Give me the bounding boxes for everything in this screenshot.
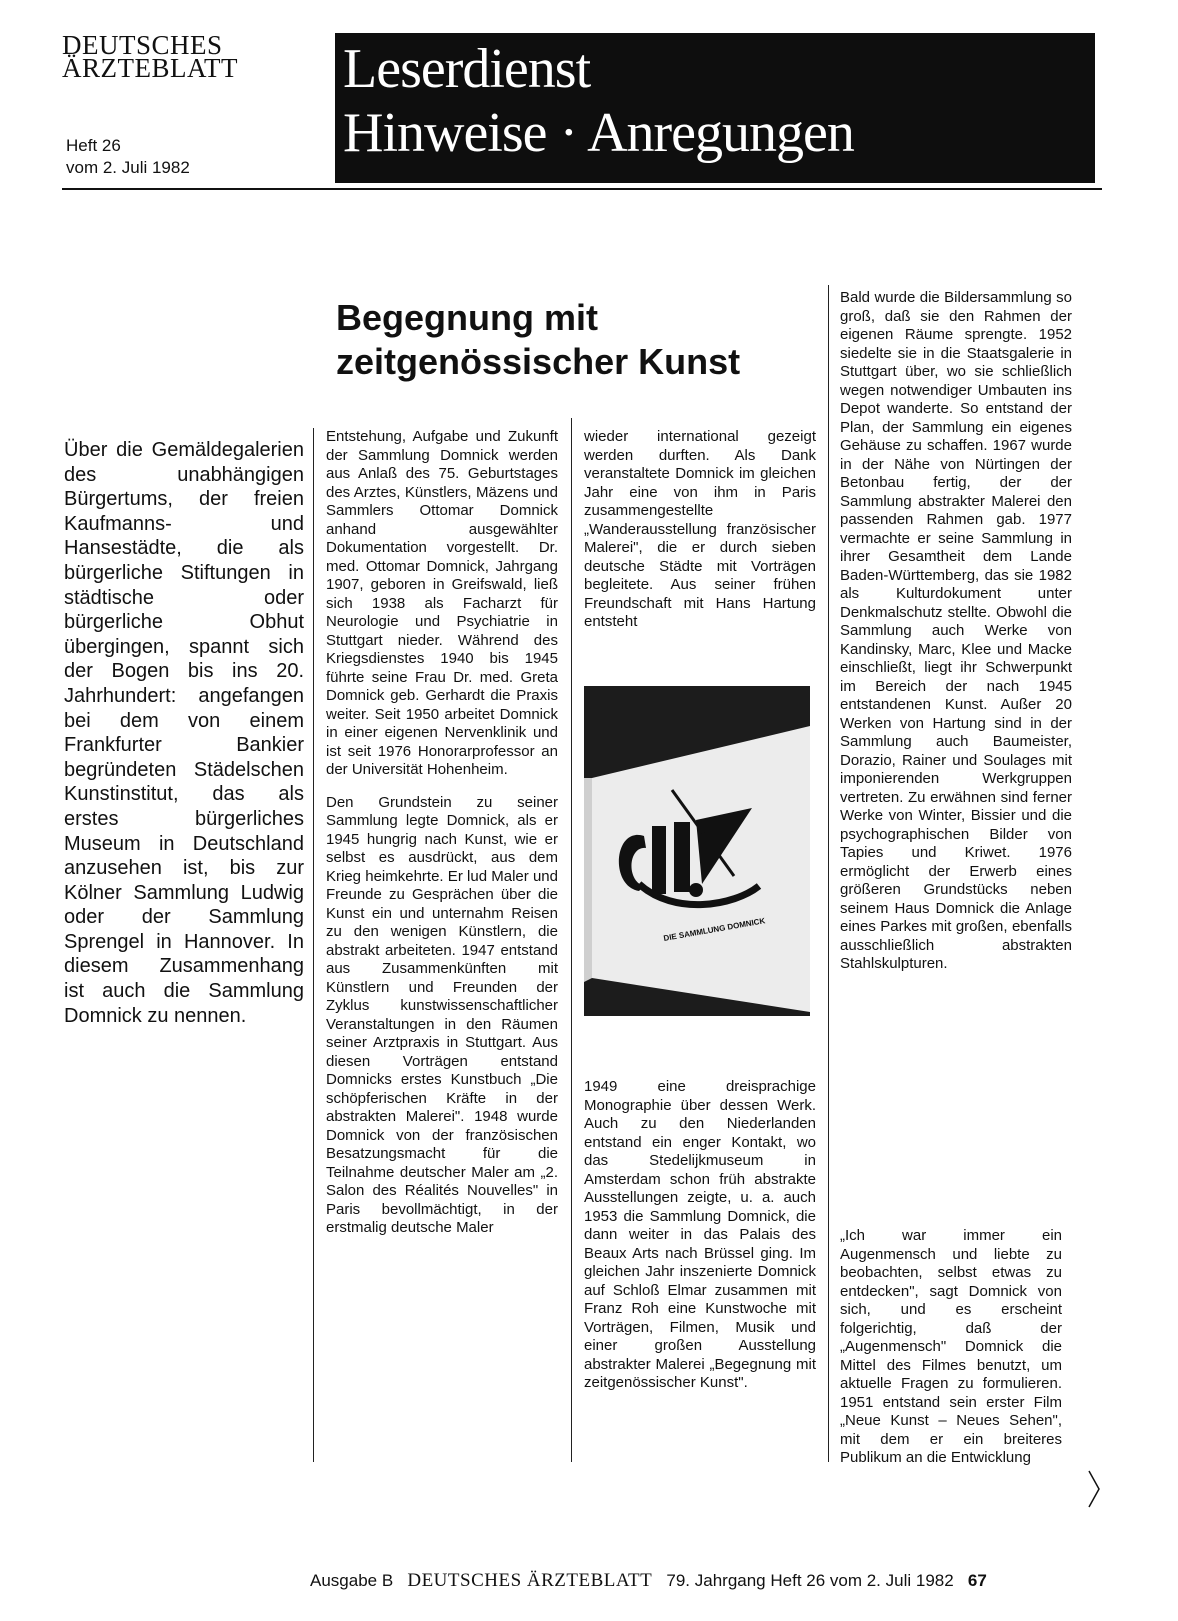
book-title: DIE SAMMLUNG DOMNICK	[662, 916, 766, 943]
issue-info	[66, 135, 190, 179]
paragraph: Entstehung, Aufgabe und Zukunft der Sammlung Domnick werden aus Anlaß des 75. Geburtstages des Arztes, Künstlers, Mäzens und Sammlers Ottomar Domnick anhand ausgewählter Dokumentation vorgestellt. Dr. med. Ottomar Domnick, Jahrgang 1907, geboren in Greifswald, ließ sich 1938 als Facharzt für Neurologie und Psychiatrie in Stuttgart nieder. Während des Kriegsdienstes 1940 bis 1945 führte seine Frau Dr. med. Greta Domnick geb. Gerhardt die Praxis weiter. Seit 1950 arbeitet Domnick in einer eigenen Nervenklinik und ist seit 1976 Honorarprofessor an der Universität Hohenheim.	[326, 428, 558, 778]
banner-subtitle: Hinweise · Anregungen	[343, 102, 854, 164]
column-divider	[313, 428, 314, 1462]
article-column-2-bottom	[584, 1078, 816, 1393]
paragraph: Den Grundstein zu seiner Sammlung legte Domnick, als er 1945 hungrig nach Kunst, wie er selbst es ausdrückt, aus dem Krieg heimkehrte. Er lud Maler und Freunde zu Gesprächen über die Kunst ein und unternahm Reisen zu den wenigen Künstlern, die abstrakt arbeiteten. 1947 entstand aus Zusammenkünften mit Künstlern und Freunden der Zyklus kunstwissenschaftlicher Veranstaltungen in den Räumen seiner Arztpraxis in Stuttgart. Aus diesen Vorträgen entstand Domnicks erstes Kunstbuch „Die schöpferischen Kräfte in der abstrakten Malerei". 1948 wurde Domnick von der französischen Besatzungsmacht für die Teilnahme deutscher Maler am „2. Salon des Réalités Nouvelles" in Paris bevollmächtigt, in der erstmalig deutsche Maler	[326, 793, 558, 1236]
column-divider	[571, 418, 572, 1462]
banner-title: Leserdienst	[343, 38, 591, 100]
paragraph: „Ich war immer ein Augenmensch und liebte zu beobachten, selbst etwas zu entdecken", sagt Domnick von sich, und es erscheint folgerichtig, daß der „Augenmensch" Domnick die Mittel des Filmes benutzt, um aktuelle Fragen zu formulieren. 1951 entstand sein erster Film „Neue Kunst – Neues Sehen", mit dem er ein breiteres Publikum an die Entwicklung	[840, 1227, 1062, 1466]
article-column-2-top	[584, 428, 816, 632]
paragraph: Bald wurde die Bildersammlung so groß, daß sie den Rahmen der eigenen Räume sprengte. 1952 siedelte sie in die Staatsgalerie in Stuttgart über, wo sie schließlich wegen notwendiger Umbauten ins Depot wanderte. So entstand der Plan, der Sammlung ein eigenes Gehäuse zu schaffen. 1967 wurde in der Nähe von Nürtingen der Betonbau fertig, der der Sammlung abstrakter Malerei den passenden Rahmen gab. 1977 vermachte er seine Sammlung in ihrer Gesamtheit dem Lande Baden-Württemberg, das sie 1982 als Kulturdokument unter Denkmalschutz stellte. Obwohl die Sammlung auch Werke von Kandinsky, Marc, Klee und Macke einschließt, liegt ihr Schwerpunkt im Bereich der nach 1945 entstandenen Kunst. Außer 20 Werken von Hartung sind in der Sammlung auch Baumeister, Dorazio, Rainer und Soulages mit imponierenden Werkgruppen vertreten. Zu erwähnen sind ferner Werke von Winter, Bissier und die psychographischen Bilder von Tapies und Kriwet. 1976 ermöglicht der Erwerb eines größeren Grundstücks neben seinem Haus Domnick die Anlage eines Parkes mit großen, ebenfalls ausschließlich abstrakten Stahlskulpturen.	[840, 289, 1072, 972]
section-banner	[335, 33, 1095, 183]
column-divider	[828, 285, 829, 1462]
issue-number: Heft 26	[66, 136, 121, 155]
masthead-logo	[62, 30, 322, 83]
book-cover-illustration	[584, 686, 810, 1016]
article-column-3	[840, 289, 1072, 974]
article-column-3-bottom	[840, 1227, 1062, 1468]
article-column-1	[326, 428, 558, 1238]
article-headline	[336, 296, 816, 384]
book-cover-photo	[584, 686, 810, 1016]
footer-edition: Ausgabe B	[310, 1571, 394, 1590]
footer-magazine: DEUTSCHES ÄRZTEBLATT	[407, 1570, 653, 1591]
continue-arrow-icon	[1086, 1469, 1102, 1509]
headline-line-1: Begegnung mit	[336, 297, 598, 338]
page-number: 67	[967, 1571, 987, 1590]
masthead-line-1: DEUTSCHES	[62, 30, 223, 60]
headline-line-2: zeitgenössischer Kunst	[336, 341, 741, 382]
masthead-line-2: ÄRZTEBLATT	[62, 53, 238, 83]
footer-issue-info: 79. Jahrgang Heft 26 vom 2. Juli 1982	[666, 1571, 954, 1590]
issue-date: vom 2. Juli 1982	[66, 158, 190, 177]
header-rule	[62, 188, 1102, 190]
paragraph: 1949 eine dreisprachige Monographie über dessen Werk. Auch zu den Niederlanden entstand ein enger Kontakt, wo das Stedelijkmuseum in Amsterdam schon früh abstrakte Ausstellungen zeigte, u. a. auch 1953 die Sammlung Domnick, die dann weiter in das Palais des Beaux Arts nach Brüssel ging. Im gleichen Jahr inszenierte Domnick auf Schloß Elmar zusammen mit Franz Roh eine Kunstwoche mit Vorträgen, Filmen, Musik und einer großen Ausstellung abstrakter Malerei „Begegnung mit zeitgenössischer Kunst".	[584, 1078, 816, 1391]
article-intro: Über die Gemäldegalerien des unabhängigen Bürgertums, der freien Kaufmanns- und Hansestädte, die als bürgerliche Stiftungen in städtische oder bürgerliche Obhut übergingen, spannt sich der Bogen bis ins 20. Jahrhundert: angefangen bei dem von einem Frankfurter Bankier begründeten Städelschen Kunstinstitut, das als erstes bürgerliches Museum in Deutschland anzusehen ist, bis zur Kölner Sammlung Ludwig oder der Sammlung Sprengel in Hannover. In diesem Zusammenhang ist auch die Sammlung Domnick zu nennen.	[64, 439, 304, 1027]
page-footer	[310, 1570, 987, 1592]
paragraph: wieder international gezeigt werden durften. Als Dank veranstaltete Domnick im gleichen Jahr eine von ihm in Paris zusammengestellte „Wanderausstellung französischer Malerei", die er durch sieben deutsche Städte mit Vorträgen begleitete. Aus seiner frühen Freundschaft mit Hans Hartung entsteht	[584, 428, 816, 630]
